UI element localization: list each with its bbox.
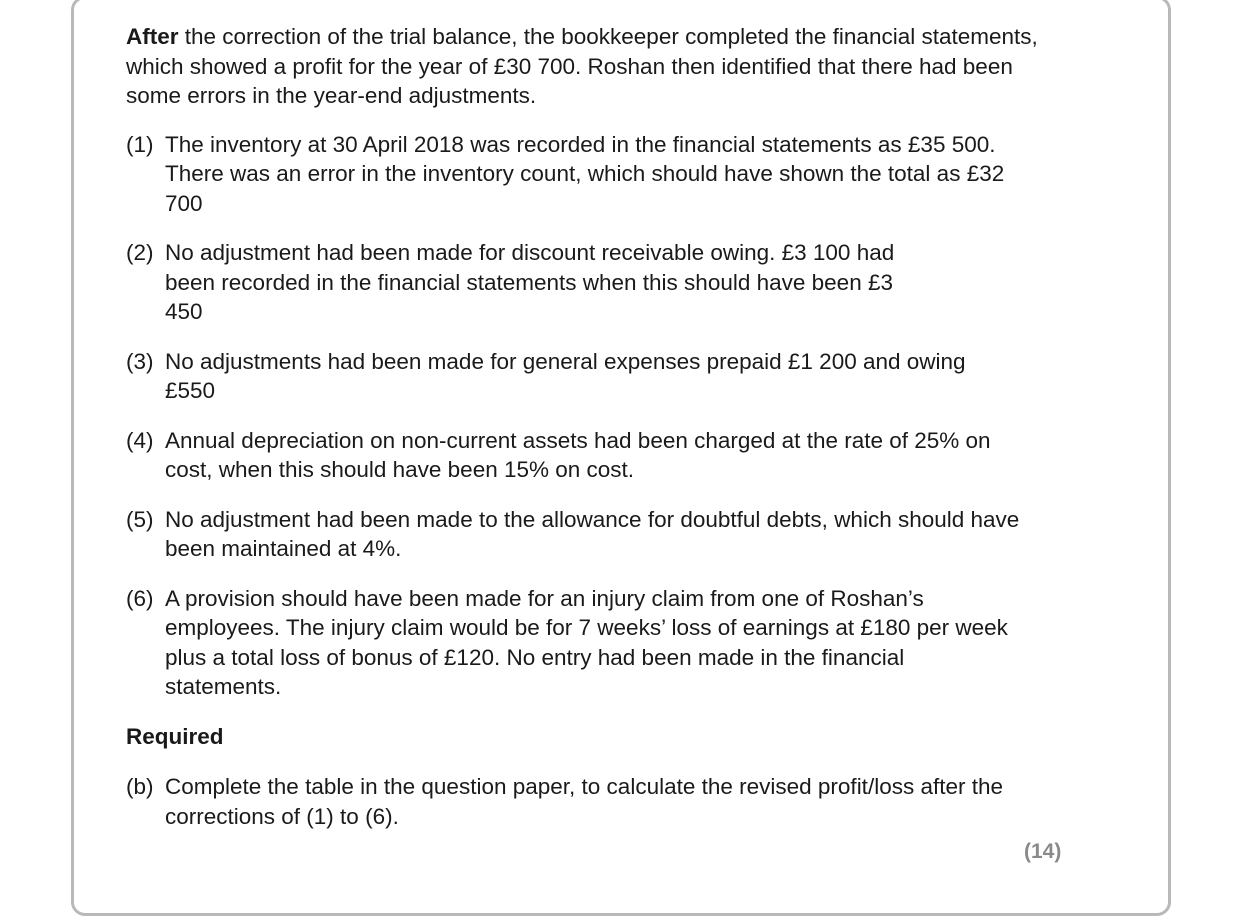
task-text: Complete the table in the question paper, to calculate the revised profit/loss after the corrections of (1) to (6).: [165, 774, 1004, 829]
question-content: [126, 22, 1066, 831]
marks-label: (14): [1024, 840, 1062, 863]
task-number: (b): [126, 774, 154, 799]
error-item-1: [126, 130, 1066, 219]
item-text: A provision should have been made for an injury claim from one of Roshan’s employees. The injury claim would be for 7 weeks’ loss of earnings at £180 per week plus a total loss of bonus of £120. No entry had been made in the financial statements.: [165, 585, 1008, 699]
error-item-2: [126, 238, 1066, 327]
required-heading: Required: [126, 723, 224, 749]
intro-text: the correction of the trial balance, the bookkeeper completed the financial statements, which showed a profit for the year of £30 700. Roshan then identified that there had been some errors in the year-end adjustments.: [126, 24, 1038, 108]
item-number: (3): [126, 348, 154, 374]
item-text: Annual depreciation on non-current assets had been charged at the rate of 25% on cost, when this should have been 15% on cost.: [165, 427, 991, 482]
item-number: (1): [126, 131, 154, 157]
item-number: (6): [126, 585, 154, 611]
item-number: (4): [126, 427, 154, 453]
error-item-5: [126, 505, 1066, 564]
error-item-3: [126, 347, 1066, 406]
item-text: The inventory at 30 April 2018 was recorded in the financial statements as £35 500. There was an error in the inventory count, which should have shown the total as £32 700: [165, 131, 1005, 216]
error-list: [126, 130, 1066, 702]
item-number: (5): [126, 506, 154, 532]
intro-paragraph: [126, 22, 1066, 111]
item-text: No adjustments had been made for general expenses prepaid £1 200 and owing £550: [165, 348, 966, 403]
task-b: [126, 772, 1066, 831]
item-number: (2): [126, 240, 154, 265]
error-item-6: [126, 584, 1066, 702]
item-text: No adjustment had been made to the allowance for doubtful debts, which should have been maintained at 4%.: [165, 506, 1020, 561]
item-text: No adjustment had been made for discount receivable owing. £3 100 had been recorded in the financial statements when this should have been £3 450: [165, 240, 895, 324]
error-item-4: [126, 426, 1066, 485]
intro-lead: After: [126, 24, 179, 49]
